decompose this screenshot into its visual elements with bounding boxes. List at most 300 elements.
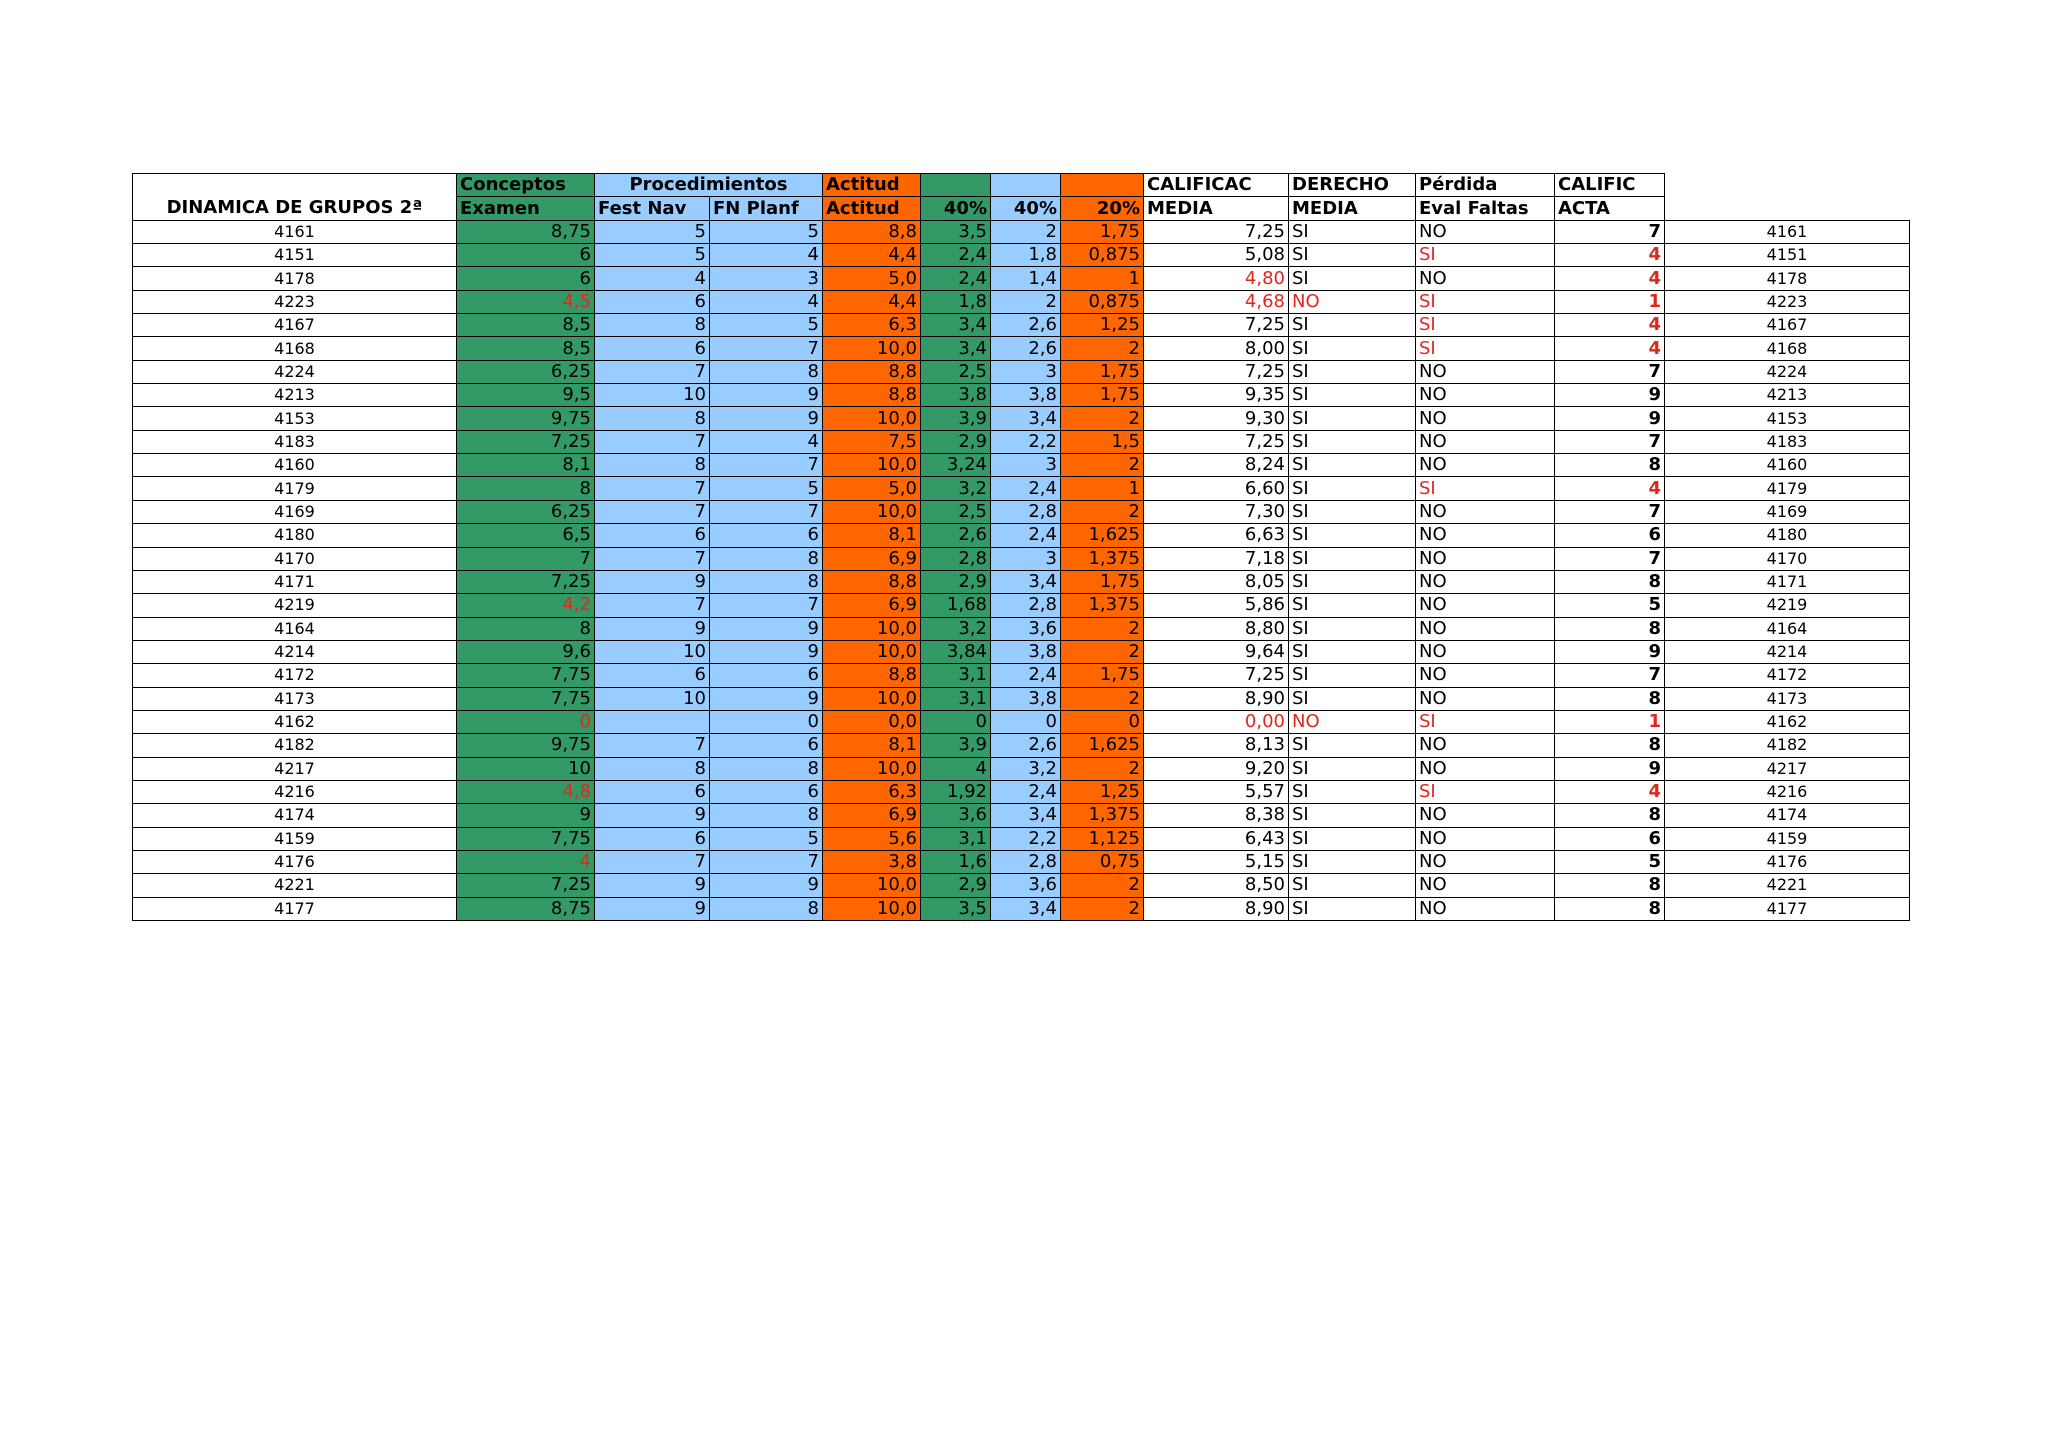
fest-nav-cell[interactable]: 10 xyxy=(595,384,710,407)
acta-cell[interactable]: 8 xyxy=(1555,570,1665,593)
pct40b-cell[interactable]: 3 xyxy=(991,454,1061,477)
acta-cell[interactable]: 7 xyxy=(1555,547,1665,570)
examen-cell[interactable]: 4,2 xyxy=(457,594,595,617)
perdida-cell[interactable]: NO xyxy=(1416,757,1555,780)
fest-nav-cell[interactable]: 6 xyxy=(595,664,710,687)
derecho-cell[interactable]: SI xyxy=(1289,897,1416,920)
examen-cell[interactable]: 6 xyxy=(457,244,595,267)
derecho-cell[interactable]: SI xyxy=(1289,384,1416,407)
derecho-cell[interactable]: NO xyxy=(1289,710,1416,733)
perdida-cell[interactable]: NO xyxy=(1416,594,1555,617)
student-id-copy-cell[interactable]: 4221 xyxy=(1665,874,1910,897)
derecho-cell[interactable]: SI xyxy=(1289,407,1416,430)
derecho-cell[interactable]: SI xyxy=(1289,477,1416,500)
student-id-cell[interactable]: 4213 xyxy=(133,384,457,407)
pct20-cell[interactable]: 2 xyxy=(1061,687,1144,710)
student-id-copy-cell[interactable]: 4167 xyxy=(1665,314,1910,337)
student-id-cell[interactable]: 4151 xyxy=(133,244,457,267)
pct20-cell[interactable]: 2 xyxy=(1061,407,1144,430)
derecho-cell[interactable]: SI xyxy=(1289,267,1416,290)
acta-cell[interactable]: 7 xyxy=(1555,430,1665,453)
acta-cell[interactable]: 6 xyxy=(1555,524,1665,547)
pct20-cell[interactable]: 0,875 xyxy=(1061,290,1144,313)
acta-cell[interactable]: 8 xyxy=(1555,874,1665,897)
student-id-cell[interactable]: 4172 xyxy=(133,664,457,687)
pct20-cell[interactable]: 2 xyxy=(1061,897,1144,920)
fest-nav-cell[interactable]: 7 xyxy=(595,360,710,383)
examen-cell[interactable]: 9,75 xyxy=(457,407,595,430)
media-cell[interactable]: 8,90 xyxy=(1144,687,1289,710)
pct20-cell[interactable]: 1,375 xyxy=(1061,594,1144,617)
media-cell[interactable]: 5,86 xyxy=(1144,594,1289,617)
pct20-cell[interactable]: 1,375 xyxy=(1061,804,1144,827)
student-id-copy-cell[interactable]: 4153 xyxy=(1665,407,1910,430)
pct40a-cell[interactable]: 3,5 xyxy=(921,220,991,243)
perdida-cell[interactable]: NO xyxy=(1416,687,1555,710)
perdida-cell[interactable]: NO xyxy=(1416,220,1555,243)
media-cell[interactable]: 9,64 xyxy=(1144,640,1289,663)
pct40b-cell[interactable]: 3,8 xyxy=(991,687,1061,710)
fest-nav-cell[interactable]: 9 xyxy=(595,570,710,593)
examen-cell[interactable]: 7,25 xyxy=(457,570,595,593)
fn-planf-cell[interactable]: 7 xyxy=(710,850,823,873)
header-fn-planf[interactable]: FN Planf xyxy=(710,197,823,220)
media-cell[interactable]: 8,38 xyxy=(1144,804,1289,827)
media-cell[interactable]: 6,43 xyxy=(1144,827,1289,850)
pct40a-cell[interactable]: 3,4 xyxy=(921,314,991,337)
student-id-copy-cell[interactable]: 4219 xyxy=(1665,594,1910,617)
pct40a-cell[interactable]: 3,5 xyxy=(921,897,991,920)
pct40b-cell[interactable]: 3,4 xyxy=(991,570,1061,593)
student-id-copy-cell[interactable]: 4224 xyxy=(1665,360,1910,383)
actitud-cell[interactable]: 6,9 xyxy=(823,547,921,570)
derecho-cell[interactable]: SI xyxy=(1289,780,1416,803)
derecho-cell[interactable]: NO xyxy=(1289,290,1416,313)
acta-cell[interactable]: 7 xyxy=(1555,664,1665,687)
acta-cell[interactable]: 8 xyxy=(1555,617,1665,640)
pct40b-cell[interactable]: 2,8 xyxy=(991,594,1061,617)
fest-nav-cell[interactable]: 5 xyxy=(595,244,710,267)
pct40b-cell[interactable]: 2,4 xyxy=(991,524,1061,547)
actitud-cell[interactable]: 3,8 xyxy=(823,850,921,873)
media-cell[interactable]: 7,25 xyxy=(1144,430,1289,453)
perdida-cell[interactable]: NO xyxy=(1416,430,1555,453)
fest-nav-cell[interactable]: 4 xyxy=(595,267,710,290)
fn-planf-cell[interactable]: 5 xyxy=(710,827,823,850)
acta-cell[interactable]: 4 xyxy=(1555,314,1665,337)
actitud-cell[interactable]: 10,0 xyxy=(823,757,921,780)
student-id-cell[interactable]: 4168 xyxy=(133,337,457,360)
examen-cell[interactable]: 6,25 xyxy=(457,500,595,523)
pct40a-cell[interactable]: 3,1 xyxy=(921,664,991,687)
fest-nav-cell[interactable]: 7 xyxy=(595,430,710,453)
pct20-cell[interactable]: 1,5 xyxy=(1061,430,1144,453)
student-id-copy-cell[interactable]: 4169 xyxy=(1665,500,1910,523)
student-id-copy-cell[interactable]: 4161 xyxy=(1665,220,1910,243)
pct40b-cell[interactable]: 2,4 xyxy=(991,477,1061,500)
header-actitud-top[interactable]: Actitud xyxy=(823,174,921,197)
student-id-cell[interactable]: 4153 xyxy=(133,407,457,430)
pct20-cell[interactable]: 2 xyxy=(1061,757,1144,780)
pct40b-cell[interactable]: 3,6 xyxy=(991,874,1061,897)
media-cell[interactable]: 6,60 xyxy=(1144,477,1289,500)
header-40a-top[interactable] xyxy=(921,174,991,197)
pct20-cell[interactable]: 1,625 xyxy=(1061,734,1144,757)
student-id-copy-cell[interactable]: 4171 xyxy=(1665,570,1910,593)
derecho-cell[interactable]: SI xyxy=(1289,640,1416,663)
examen-cell[interactable]: 8 xyxy=(457,477,595,500)
examen-cell[interactable]: 10 xyxy=(457,757,595,780)
perdida-cell[interactable]: NO xyxy=(1416,384,1555,407)
pct20-cell[interactable]: 2 xyxy=(1061,640,1144,663)
fn-planf-cell[interactable]: 9 xyxy=(710,640,823,663)
header-eval-faltas[interactable]: Eval Faltas xyxy=(1416,197,1555,220)
student-id-copy-cell[interactable]: 4179 xyxy=(1665,477,1910,500)
perdida-cell[interactable]: SI xyxy=(1416,244,1555,267)
examen-cell[interactable]: 6,5 xyxy=(457,524,595,547)
media-cell[interactable]: 9,30 xyxy=(1144,407,1289,430)
pct40b-cell[interactable]: 3 xyxy=(991,547,1061,570)
examen-cell[interactable]: 4,8 xyxy=(457,780,595,803)
student-id-copy-cell[interactable]: 4162 xyxy=(1665,710,1910,733)
media-cell[interactable]: 7,25 xyxy=(1144,314,1289,337)
perdida-cell[interactable]: NO xyxy=(1416,827,1555,850)
pct40a-cell[interactable]: 3,84 xyxy=(921,640,991,663)
fn-planf-cell[interactable]: 4 xyxy=(710,430,823,453)
fest-nav-cell[interactable]: 9 xyxy=(595,897,710,920)
pct40b-cell[interactable]: 2,6 xyxy=(991,314,1061,337)
pct40b-cell[interactable]: 2,2 xyxy=(991,430,1061,453)
acta-cell[interactable]: 8 xyxy=(1555,687,1665,710)
student-id-copy-cell[interactable]: 4178 xyxy=(1665,267,1910,290)
perdida-cell[interactable]: SI xyxy=(1416,477,1555,500)
acta-cell[interactable]: 6 xyxy=(1555,827,1665,850)
student-id-cell[interactable]: 4180 xyxy=(133,524,457,547)
fest-nav-cell[interactable] xyxy=(595,710,710,733)
student-id-cell[interactable]: 4170 xyxy=(133,547,457,570)
pct20-cell[interactable]: 2 xyxy=(1061,337,1144,360)
pct40b-cell[interactable]: 3,6 xyxy=(991,617,1061,640)
acta-cell[interactable]: 1 xyxy=(1555,290,1665,313)
student-id-cell[interactable]: 4214 xyxy=(133,640,457,663)
pct40b-cell[interactable]: 3 xyxy=(991,360,1061,383)
student-id-copy-cell[interactable]: 4176 xyxy=(1665,850,1910,873)
derecho-cell[interactable]: SI xyxy=(1289,850,1416,873)
student-id-cell[interactable]: 4162 xyxy=(133,710,457,733)
pct40a-cell[interactable]: 2,9 xyxy=(921,430,991,453)
fn-planf-cell[interactable]: 7 xyxy=(710,594,823,617)
pct40b-cell[interactable]: 3,4 xyxy=(991,804,1061,827)
perdida-cell[interactable]: SI xyxy=(1416,337,1555,360)
pct40b-cell[interactable]: 2 xyxy=(991,290,1061,313)
fest-nav-cell[interactable]: 7 xyxy=(595,850,710,873)
student-id-copy-cell[interactable]: 4173 xyxy=(1665,687,1910,710)
fest-nav-cell[interactable]: 9 xyxy=(595,874,710,897)
actitud-cell[interactable]: 8,8 xyxy=(823,384,921,407)
pct40a-cell[interactable]: 3,4 xyxy=(921,337,991,360)
fn-planf-cell[interactable]: 6 xyxy=(710,734,823,757)
pct40b-cell[interactable]: 2,4 xyxy=(991,664,1061,687)
student-id-copy-cell[interactable]: 4216 xyxy=(1665,780,1910,803)
derecho-cell[interactable]: SI xyxy=(1289,664,1416,687)
pct40a-cell[interactable]: 2,9 xyxy=(921,570,991,593)
media-cell[interactable]: 5,57 xyxy=(1144,780,1289,803)
acta-cell[interactable]: 1 xyxy=(1555,710,1665,733)
examen-cell[interactable]: 6,25 xyxy=(457,360,595,383)
header-media[interactable]: MEDIA xyxy=(1144,197,1289,220)
media-cell[interactable]: 4,68 xyxy=(1144,290,1289,313)
acta-cell[interactable]: 9 xyxy=(1555,384,1665,407)
student-id-cell[interactable]: 4179 xyxy=(133,477,457,500)
pct40b-cell[interactable]: 3,2 xyxy=(991,757,1061,780)
pct40a-cell[interactable]: 3,2 xyxy=(921,477,991,500)
actitud-cell[interactable]: 8,8 xyxy=(823,570,921,593)
perdida-cell[interactable]: SI xyxy=(1416,290,1555,313)
student-id-copy-cell[interactable]: 4172 xyxy=(1665,664,1910,687)
actitud-cell[interactable]: 8,1 xyxy=(823,524,921,547)
acta-cell[interactable]: 4 xyxy=(1555,267,1665,290)
fn-planf-cell[interactable]: 8 xyxy=(710,570,823,593)
examen-cell[interactable]: 9 xyxy=(457,804,595,827)
perdida-cell[interactable]: SI xyxy=(1416,314,1555,337)
fn-planf-cell[interactable]: 6 xyxy=(710,524,823,547)
header-fest-nav[interactable]: Fest Nav xyxy=(595,197,710,220)
fest-nav-cell[interactable]: 6 xyxy=(595,337,710,360)
pct40a-cell[interactable]: 2,4 xyxy=(921,267,991,290)
pct20-cell[interactable]: 2 xyxy=(1061,617,1144,640)
student-id-cell[interactable]: 4176 xyxy=(133,850,457,873)
derecho-cell[interactable]: SI xyxy=(1289,617,1416,640)
derecho-cell[interactable]: SI xyxy=(1289,244,1416,267)
header-20-percent[interactable]: 20% xyxy=(1061,197,1144,220)
fest-nav-cell[interactable]: 7 xyxy=(595,547,710,570)
pct40b-cell[interactable]: 2 xyxy=(991,220,1061,243)
acta-cell[interactable]: 8 xyxy=(1555,804,1665,827)
pct20-cell[interactable]: 1,75 xyxy=(1061,384,1144,407)
pct20-cell[interactable]: 1,75 xyxy=(1061,360,1144,383)
actitud-cell[interactable]: 6,9 xyxy=(823,594,921,617)
student-id-cell[interactable]: 4167 xyxy=(133,314,457,337)
student-id-copy-cell[interactable]: 4213 xyxy=(1665,384,1910,407)
fest-nav-cell[interactable]: 6 xyxy=(595,780,710,803)
student-id-cell[interactable]: 4221 xyxy=(133,874,457,897)
student-id-copy-cell[interactable]: 4160 xyxy=(1665,454,1910,477)
student-id-cell[interactable]: 4169 xyxy=(133,500,457,523)
fest-nav-cell[interactable]: 10 xyxy=(595,687,710,710)
perdida-cell[interactable]: NO xyxy=(1416,360,1555,383)
pct40b-cell[interactable]: 2,6 xyxy=(991,734,1061,757)
perdida-cell[interactable]: SI xyxy=(1416,780,1555,803)
fest-nav-cell[interactable]: 6 xyxy=(595,827,710,850)
pct40b-cell[interactable]: 1,4 xyxy=(991,267,1061,290)
perdida-cell[interactable]: NO xyxy=(1416,640,1555,663)
student-id-cell[interactable]: 4216 xyxy=(133,780,457,803)
examen-cell[interactable]: 9,75 xyxy=(457,734,595,757)
fn-planf-cell[interactable]: 7 xyxy=(710,500,823,523)
student-id-copy-cell[interactable]: 4159 xyxy=(1665,827,1910,850)
header-acta[interactable]: ACTA xyxy=(1555,197,1665,220)
media-cell[interactable]: 6,63 xyxy=(1144,524,1289,547)
fn-planf-cell[interactable]: 4 xyxy=(710,290,823,313)
media-cell[interactable]: 8,50 xyxy=(1144,874,1289,897)
pct40a-cell[interactable]: 3,6 xyxy=(921,804,991,827)
pct40a-cell[interactable]: 2,6 xyxy=(921,524,991,547)
acta-cell[interactable]: 8 xyxy=(1555,734,1665,757)
pct40b-cell[interactable]: 2,8 xyxy=(991,500,1061,523)
examen-cell[interactable]: 8,5 xyxy=(457,314,595,337)
acta-cell[interactable]: 4 xyxy=(1555,780,1665,803)
fest-nav-cell[interactable]: 10 xyxy=(595,640,710,663)
examen-cell[interactable]: 8,1 xyxy=(457,454,595,477)
fest-nav-cell[interactable]: 5 xyxy=(595,220,710,243)
pct20-cell[interactable]: 1,625 xyxy=(1061,524,1144,547)
actitud-cell[interactable]: 10,0 xyxy=(823,874,921,897)
student-id-cell[interactable]: 4160 xyxy=(133,454,457,477)
examen-cell[interactable]: 7,25 xyxy=(457,874,595,897)
fn-planf-cell[interactable]: 5 xyxy=(710,314,823,337)
fest-nav-cell[interactable]: 7 xyxy=(595,594,710,617)
student-id-cell[interactable]: 4164 xyxy=(133,617,457,640)
actitud-cell[interactable]: 5,6 xyxy=(823,827,921,850)
media-cell[interactable]: 7,25 xyxy=(1144,220,1289,243)
fest-nav-cell[interactable]: 9 xyxy=(595,617,710,640)
pct20-cell[interactable]: 2 xyxy=(1061,500,1144,523)
student-id-cell[interactable]: 4182 xyxy=(133,734,457,757)
perdida-cell[interactable]: NO xyxy=(1416,897,1555,920)
derecho-cell[interactable]: SI xyxy=(1289,757,1416,780)
student-id-cell[interactable]: 4174 xyxy=(133,804,457,827)
pct40b-cell[interactable]: 3,8 xyxy=(991,640,1061,663)
student-id-copy-cell[interactable]: 4214 xyxy=(1665,640,1910,663)
perdida-cell[interactable]: NO xyxy=(1416,734,1555,757)
fest-nav-cell[interactable]: 7 xyxy=(595,500,710,523)
media-cell[interactable]: 9,35 xyxy=(1144,384,1289,407)
acta-cell[interactable]: 9 xyxy=(1555,757,1665,780)
fest-nav-cell[interactable]: 6 xyxy=(595,290,710,313)
actitud-cell[interactable]: 8,8 xyxy=(823,360,921,383)
fn-planf-cell[interactable]: 9 xyxy=(710,384,823,407)
actitud-cell[interactable]: 10,0 xyxy=(823,500,921,523)
derecho-cell[interactable]: SI xyxy=(1289,454,1416,477)
fn-planf-cell[interactable]: 4 xyxy=(710,244,823,267)
header-conceptos[interactable]: Conceptos xyxy=(457,174,595,197)
actitud-cell[interactable]: 4,4 xyxy=(823,244,921,267)
pct40a-cell[interactable]: 1,6 xyxy=(921,850,991,873)
media-cell[interactable]: 4,80 xyxy=(1144,267,1289,290)
derecho-cell[interactable]: SI xyxy=(1289,570,1416,593)
student-id-cell[interactable]: 4173 xyxy=(133,687,457,710)
actitud-cell[interactable]: 10,0 xyxy=(823,617,921,640)
derecho-cell[interactable]: SI xyxy=(1289,220,1416,243)
pct40b-cell[interactable]: 3,4 xyxy=(991,897,1061,920)
fest-nav-cell[interactable]: 8 xyxy=(595,314,710,337)
actitud-cell[interactable]: 7,5 xyxy=(823,430,921,453)
pct20-cell[interactable]: 1,75 xyxy=(1061,664,1144,687)
header-40-percent-b[interactable]: 40% xyxy=(991,197,1061,220)
examen-cell[interactable]: 7,75 xyxy=(457,687,595,710)
header-40b-top[interactable] xyxy=(991,174,1061,197)
fn-planf-cell[interactable]: 9 xyxy=(710,687,823,710)
examen-cell[interactable]: 0 xyxy=(457,710,595,733)
media-cell[interactable]: 8,13 xyxy=(1144,734,1289,757)
fn-planf-cell[interactable]: 5 xyxy=(710,220,823,243)
pct40a-cell[interactable]: 2,5 xyxy=(921,500,991,523)
actitud-cell[interactable]: 10,0 xyxy=(823,454,921,477)
student-id-copy-cell[interactable]: 4182 xyxy=(1665,734,1910,757)
pct40a-cell[interactable]: 2,5 xyxy=(921,360,991,383)
header-media-2[interactable]: MEDIA xyxy=(1289,197,1416,220)
pct20-cell[interactable]: 2 xyxy=(1061,874,1144,897)
pct20-cell[interactable]: 1,375 xyxy=(1061,547,1144,570)
derecho-cell[interactable]: SI xyxy=(1289,804,1416,827)
fn-planf-cell[interactable]: 3 xyxy=(710,267,823,290)
perdida-cell[interactable]: NO xyxy=(1416,547,1555,570)
media-cell[interactable]: 8,05 xyxy=(1144,570,1289,593)
fest-nav-cell[interactable]: 8 xyxy=(595,407,710,430)
derecho-cell[interactable]: SI xyxy=(1289,827,1416,850)
examen-cell[interactable]: 4 xyxy=(457,850,595,873)
examen-cell[interactable]: 7,25 xyxy=(457,430,595,453)
acta-cell[interactable]: 7 xyxy=(1555,220,1665,243)
header-perdida[interactable]: Pérdida xyxy=(1416,174,1555,197)
student-id-cell[interactable]: 4183 xyxy=(133,430,457,453)
pct40a-cell[interactable]: 0 xyxy=(921,710,991,733)
pct20-cell[interactable]: 0 xyxy=(1061,710,1144,733)
fn-planf-cell[interactable]: 8 xyxy=(710,804,823,827)
acta-cell[interactable]: 5 xyxy=(1555,850,1665,873)
fest-nav-cell[interactable]: 7 xyxy=(595,477,710,500)
pct40b-cell[interactable]: 2,8 xyxy=(991,850,1061,873)
pct40a-cell[interactable]: 3,24 xyxy=(921,454,991,477)
header-procedimientos[interactable]: Procedimientos xyxy=(595,174,823,197)
fest-nav-cell[interactable]: 9 xyxy=(595,804,710,827)
acta-cell[interactable]: 5 xyxy=(1555,594,1665,617)
student-id-copy-cell[interactable]: 4168 xyxy=(1665,337,1910,360)
pct40a-cell[interactable]: 1,8 xyxy=(921,290,991,313)
acta-cell[interactable]: 9 xyxy=(1555,640,1665,663)
media-cell[interactable]: 8,00 xyxy=(1144,337,1289,360)
derecho-cell[interactable]: SI xyxy=(1289,314,1416,337)
fest-nav-cell[interactable]: 8 xyxy=(595,454,710,477)
examen-cell[interactable]: 7 xyxy=(457,547,595,570)
derecho-cell[interactable]: SI xyxy=(1289,360,1416,383)
fn-planf-cell[interactable]: 5 xyxy=(710,477,823,500)
header-20-top[interactable] xyxy=(1061,174,1144,197)
actitud-cell[interactable]: 6,9 xyxy=(823,804,921,827)
fn-planf-cell[interactable]: 8 xyxy=(710,897,823,920)
pct20-cell[interactable]: 1 xyxy=(1061,267,1144,290)
header-examen[interactable]: Examen xyxy=(457,197,595,220)
actitud-cell[interactable]: 6,3 xyxy=(823,780,921,803)
acta-cell[interactable]: 8 xyxy=(1555,897,1665,920)
actitud-cell[interactable]: 10,0 xyxy=(823,337,921,360)
pct40a-cell[interactable]: 3,8 xyxy=(921,384,991,407)
media-cell[interactable]: 8,24 xyxy=(1144,454,1289,477)
perdida-cell[interactable]: NO xyxy=(1416,850,1555,873)
student-id-cell[interactable]: 4217 xyxy=(133,757,457,780)
perdida-cell[interactable]: SI xyxy=(1416,710,1555,733)
student-id-cell[interactable]: 4159 xyxy=(133,827,457,850)
student-id-cell[interactable]: 4171 xyxy=(133,570,457,593)
actitud-cell[interactable]: 10,0 xyxy=(823,640,921,663)
media-cell[interactable]: 0,00 xyxy=(1144,710,1289,733)
acta-cell[interactable]: 4 xyxy=(1555,477,1665,500)
perdida-cell[interactable]: NO xyxy=(1416,267,1555,290)
pct20-cell[interactable]: 1,25 xyxy=(1061,780,1144,803)
actitud-cell[interactable]: 0,0 xyxy=(823,710,921,733)
fest-nav-cell[interactable]: 8 xyxy=(595,757,710,780)
actitud-cell[interactable]: 4,4 xyxy=(823,290,921,313)
